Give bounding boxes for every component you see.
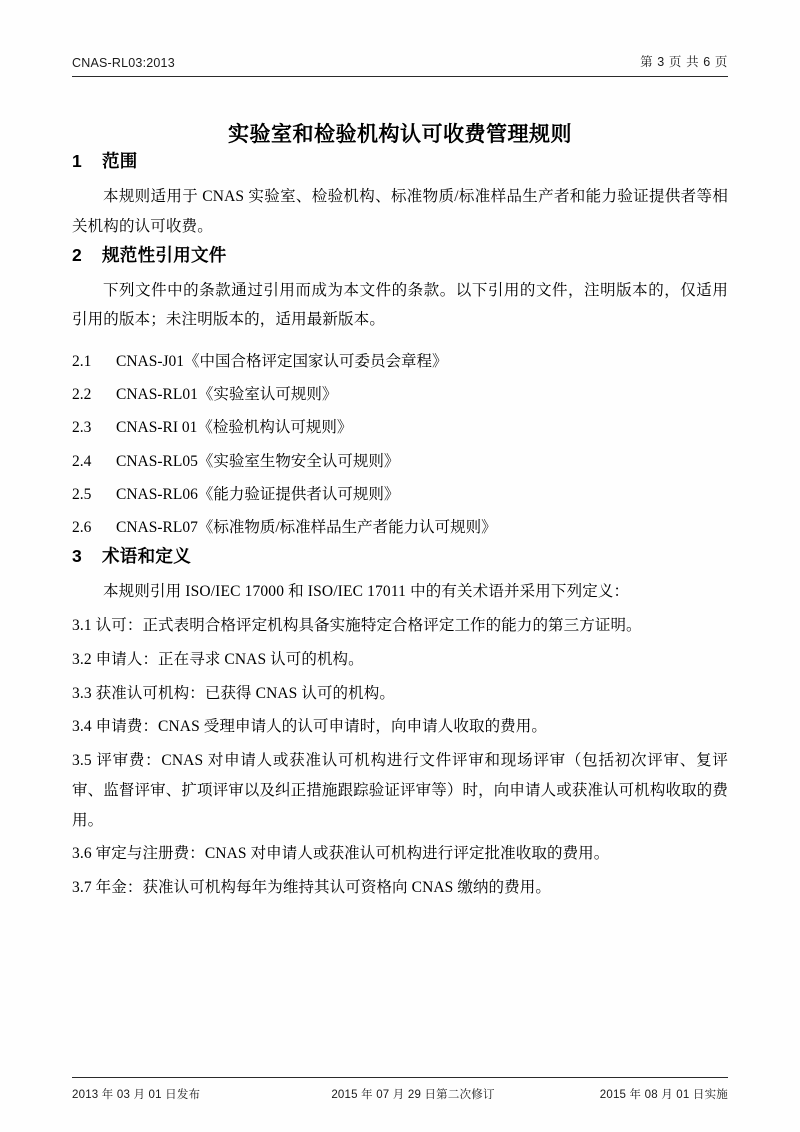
section-number-1: 1 bbox=[72, 151, 83, 171]
list-item-label: CNAS-RL05《实验室生物安全认可规则》 bbox=[116, 452, 400, 470]
section-heading-3 bbox=[72, 543, 728, 568]
list-item bbox=[72, 347, 728, 377]
list-item-number: 2.3 bbox=[72, 419, 92, 437]
definition-item: 3.4 申请费：CNAS 受理申请人的认可申请时，向申请人收取的费用。 bbox=[72, 718, 547, 736]
list-item bbox=[72, 413, 728, 443]
definition-item: 3.2 申请人：正在寻求 CNAS 认可的机构。 bbox=[72, 650, 364, 668]
section-title-2: 规范性引用文件 bbox=[102, 244, 227, 265]
list-item-label: CNAS-RL01《实验室认可规则》 bbox=[116, 386, 338, 404]
reference-list bbox=[72, 347, 728, 543]
definition-item: 3.3 获准认可机构：已获得 CNAS 认可的机构。 bbox=[72, 684, 395, 702]
header-page-number: 第 3 页 共 6 页 bbox=[640, 55, 728, 69]
section-heading-2 bbox=[72, 242, 728, 267]
definition-item: 3.6 审定与注册费：CNAS 对申请人或获准认可机构进行评定批准收取的费用。 bbox=[72, 845, 610, 863]
section-3-paragraph: 本规则引用 ISO/IEC 17000 和 ISO/IEC 17011 中的有关术语并采用下列定义： bbox=[103, 583, 630, 601]
list-item bbox=[72, 380, 728, 410]
section-title-1: 范围 bbox=[102, 151, 138, 171]
page-title: 实验室和检验机构认可收费管理规则 bbox=[228, 123, 572, 146]
list-item-number: 2.1 bbox=[72, 353, 92, 370]
list-item-number: 2.5 bbox=[72, 485, 92, 503]
section-number-3: 3 bbox=[72, 546, 83, 567]
definition-list bbox=[72, 611, 728, 903]
header-document-code: CNAS-RL03:2013 bbox=[72, 56, 175, 70]
list-item-number: 2.2 bbox=[72, 386, 92, 404]
header-divider bbox=[72, 76, 728, 77]
section-1-paragraph: 本规则适用于 CNAS 实验室、检验机构、标准物质/标准样品生产者和能力验证提供者等相关机构的认可收费。 bbox=[72, 188, 728, 235]
footer-issue-date: 2013 年 03 月 01 日发布 bbox=[72, 1089, 201, 1101]
list-item-label: CNAS-RI 01《检验机构认可规则》 bbox=[116, 419, 353, 437]
section-heading-1 bbox=[72, 148, 728, 173]
section-number-2: 2 bbox=[72, 244, 83, 265]
footer-divider bbox=[72, 1077, 728, 1078]
footer-effective-date: 2015 年 08 月 01 日实施 bbox=[599, 1089, 728, 1101]
definition-item: 3.5 评审费：CNAS 对申请人或获准认可机构进行文件评审和现场评审（包括初次评审、复评审、监督评审、扩项评审以及纠正措施跟踪验证评审等）时，向申请人或获准认可机构收取的费用。 bbox=[72, 752, 728, 829]
footer-revision-date: 2015 年 07 月 29 日第二次修订 bbox=[331, 1089, 495, 1101]
list-item bbox=[72, 513, 728, 543]
section-title-3: 术语和定义 bbox=[102, 546, 191, 567]
list-item-label: CNAS-RL06《能力验证提供者认可规则》 bbox=[116, 485, 400, 503]
list-item-label: CNAS-J01《中国合格评定国家认可委员会章程》 bbox=[116, 353, 448, 370]
page-header bbox=[72, 52, 728, 75]
list-item-number: 2.4 bbox=[72, 452, 92, 470]
list-item-label: CNAS-RL07《标准物质/标准样品生产者能力认可规则》 bbox=[116, 519, 497, 537]
definition-item: 3.1 认可：正式表明合格评定机构具备实施特定合格评定工作的能力的第三方证明。 bbox=[72, 617, 642, 635]
definition-item: 3.7 年金：获准认可机构每年为维持其认可资格向 CNAS 缴纳的费用。 bbox=[72, 879, 551, 897]
list-item bbox=[72, 480, 728, 510]
page-footer bbox=[72, 1086, 728, 1102]
list-item bbox=[72, 447, 728, 477]
list-item-number: 2.6 bbox=[72, 519, 92, 537]
section-2-paragraph: 下列文件中的条款通过引用而成为本文件的条款。以下引用的文件，注明版本的，仅适用引用的版本；未注明版本的，适用最新版本。 bbox=[72, 281, 728, 329]
document-content bbox=[72, 104, 728, 903]
